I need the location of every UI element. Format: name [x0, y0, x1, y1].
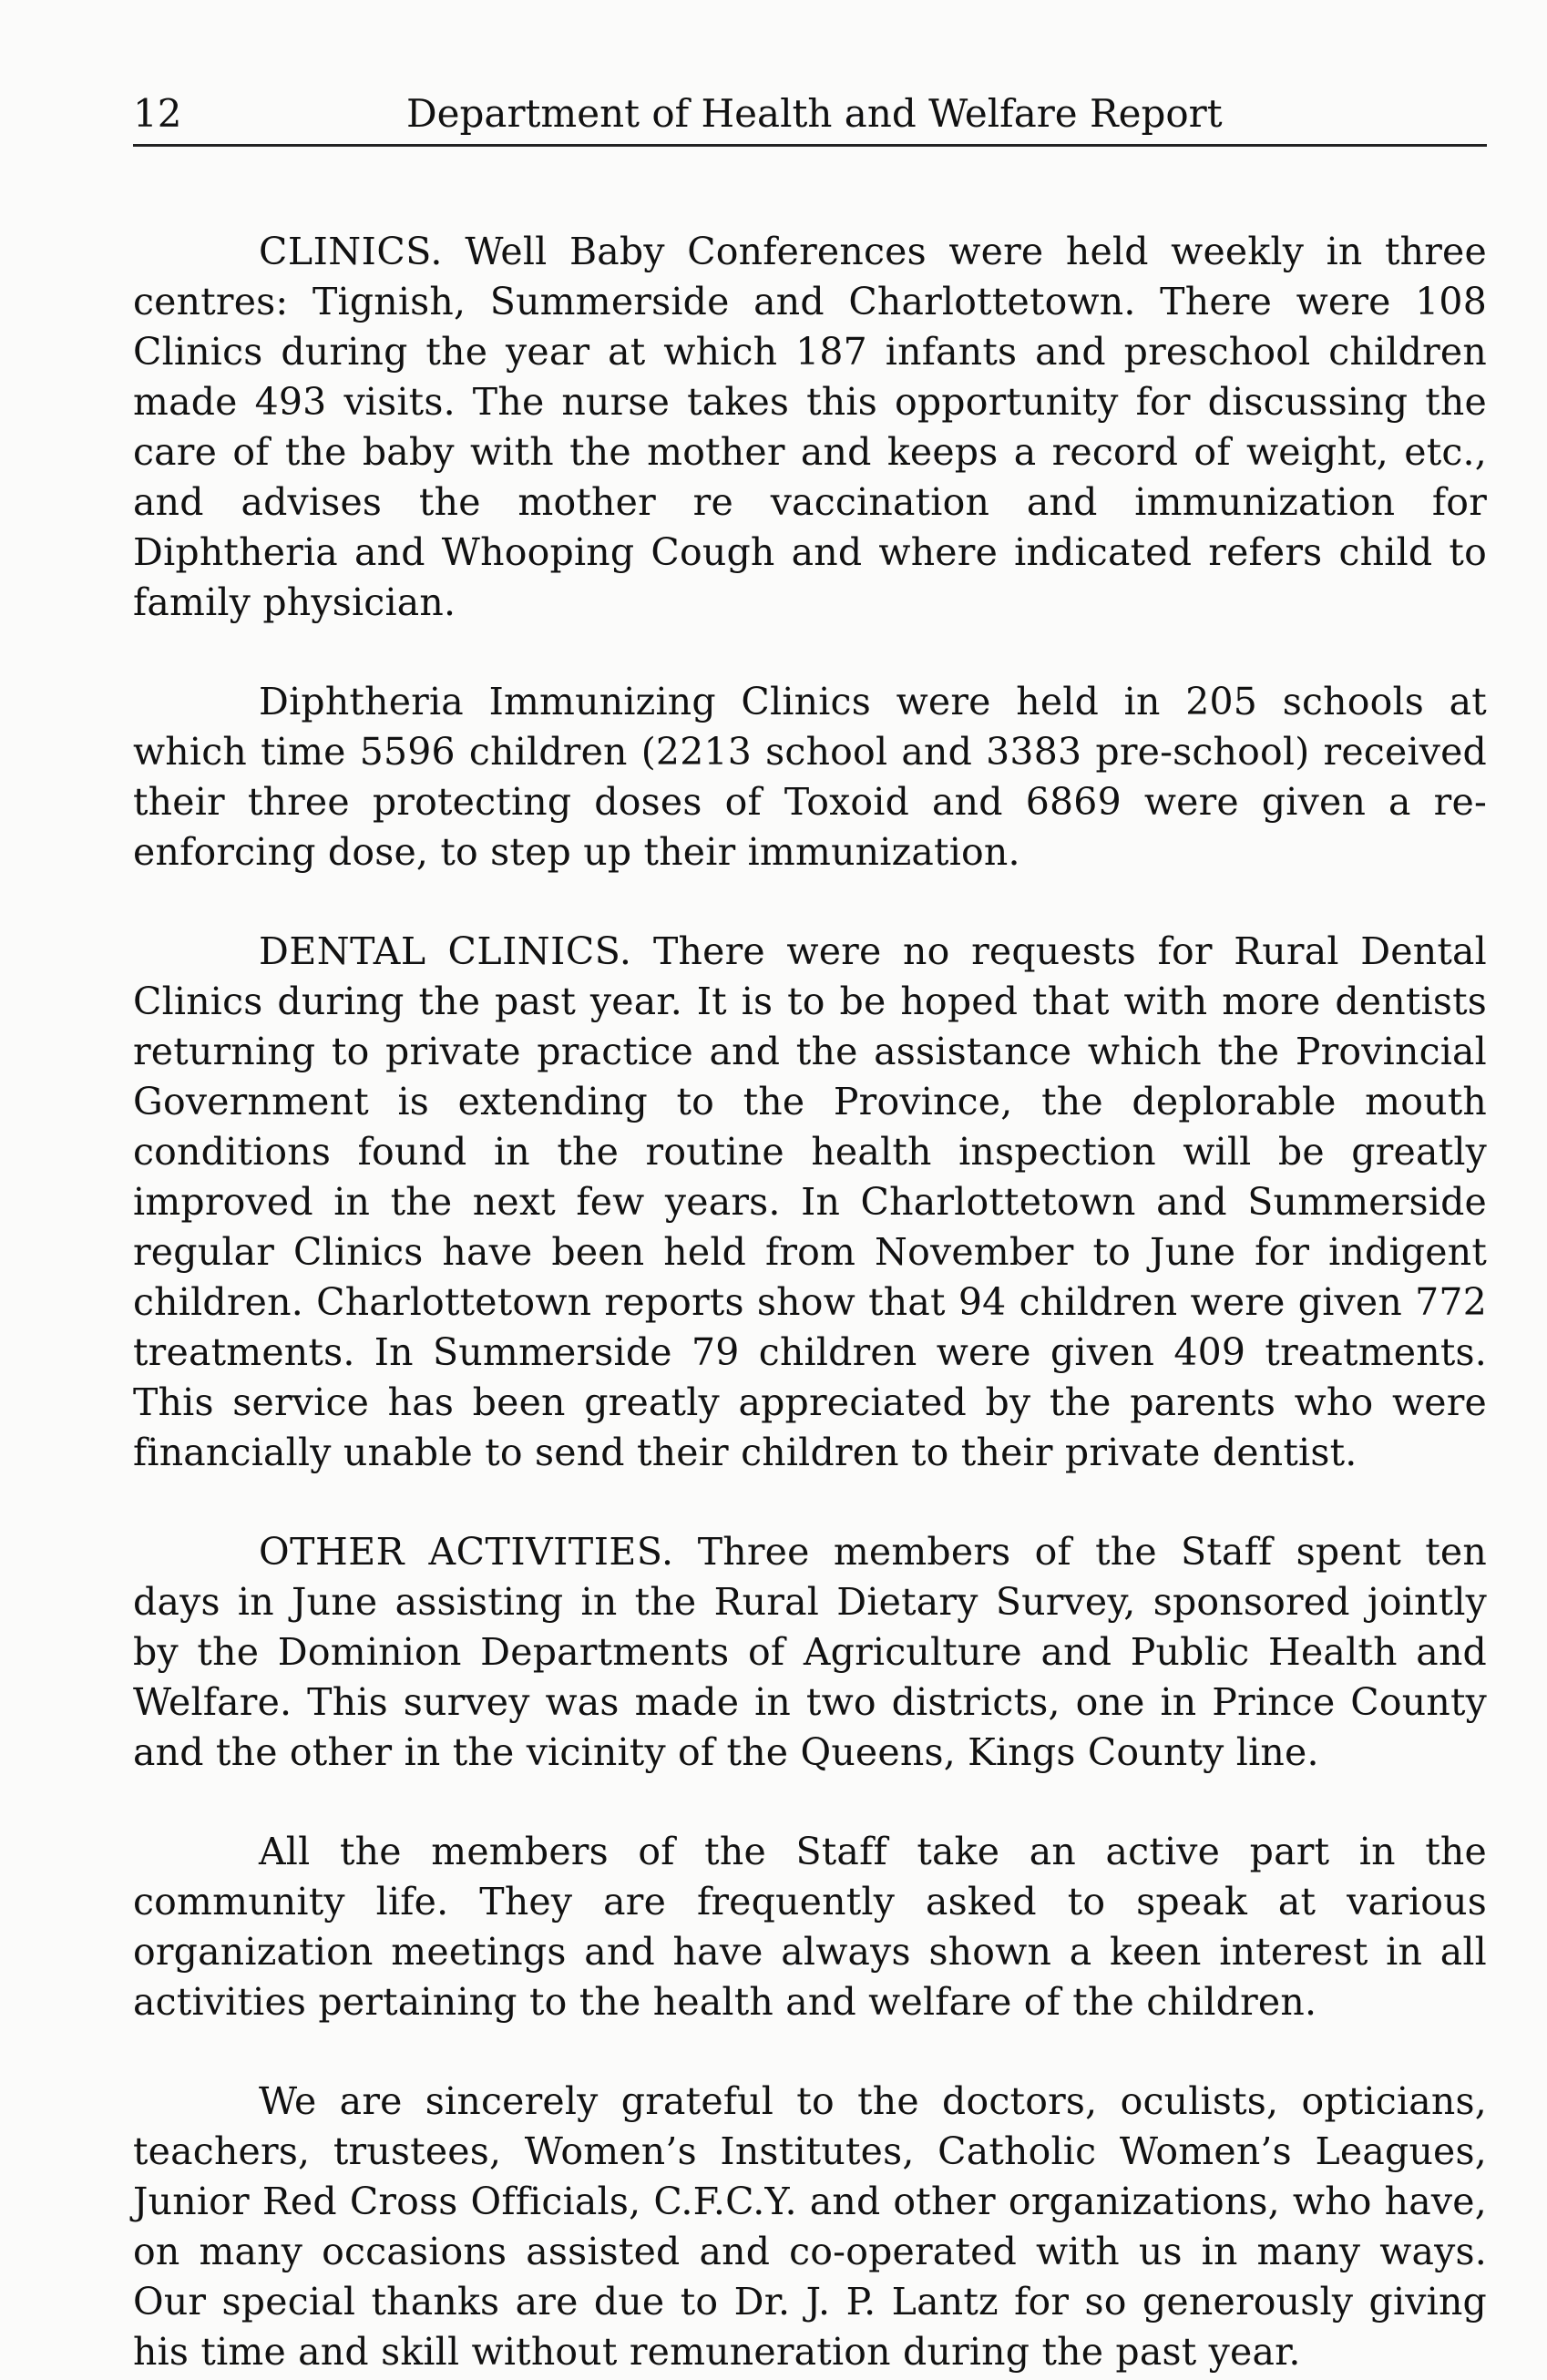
paragraph-body: Three members of the Staff spent ten days in June assisting in the Rural Dietary Survey, sponsored jointly by the Dominion Departments of Agriculture and Public Health and Welfare. This survey was made in two districts, one in Prince County and the other in the vicinity of the Queens, Kings County line.	[133, 1530, 1487, 1774]
running-head: Department of Health and Welfare Report	[406, 91, 1223, 136]
paragraph-clinics	[133, 227, 1487, 628]
paragraph-diphtheria	[133, 677, 1487, 877]
paragraph-body: Diphtheria Immunizing Clinics were held in 205 schools at which time 5596 children (2213 school and 3383 pre-school) received their three protecting doses of Toxoid and 6869 were given a re-enforcing dose, to step up their immunization.	[133, 680, 1487, 874]
paragraph-body: There were no requests for Rural Dental Clinics during the past year. It is to be hoped that with more dentists returning to private practice and the assistance which the Provincial Government is extending to the Province, the deplorable mouth conditions found in the routine health inspection will be greatly improved in the next few years. In Charlottetown and Summerside regular Clinics have been held from November to June for indigent children. Charlottetown reports show that 94 children were given 772 treatments. In Summerside 79 children were given 409 treatments. This service has been greatly appreciated by the parents who were financially unable to send their children to their private dentist.	[133, 929, 1487, 1474]
paragraph-community-life	[133, 1827, 1487, 2027]
paragraph-dental-clinics	[133, 927, 1487, 1478]
page-number: 12	[133, 91, 182, 136]
paragraph-other-activities	[133, 1527, 1487, 1778]
section-lead-clinics: CLINICS.	[259, 230, 443, 273]
section-lead-other-activities: OTHER ACTIVITIES.	[259, 1530, 674, 1574]
section-lead-dental-clinics: DENTAL CLINICS.	[259, 929, 632, 973]
paragraph-body: We are sincerely grateful to the doctors, oculists, opticians, teachers, trustees, Women’s Institutes, Catholic Women’s Leagues, Junior Red Cross Officials, C.F.C.Y. and other organizations, who have, on many occasions assisted and co-operated with us in many ways. Our special thanks are due to Dr. J. P. Lantz for so generously giving his time and skill without remuneration during the past year.	[133, 2079, 1487, 2374]
page-header	[133, 91, 1487, 147]
paragraph-body: All the members of the Staff take an active part in the community life. They are frequently asked to speak at various organization meetings and have always shown a keen interest in all activities pertaining to the health and welfare of the children.	[133, 1830, 1487, 2024]
paragraph-body: Well Baby Conferences were held weekly in three centres: Tignish, Summerside and Charlottetown. There were 108 Clinics during the year at which 187 infants and preschool children made 493 visits. The nurse takes this opportunity for discussing the care of the baby with the mother and keeps a record of weight, etc., and advises the mother re vaccination and immunization for Diphtheria and Whooping Cough and where indicated refers child to family physician.	[133, 230, 1487, 624]
paragraph-thanks	[133, 2077, 1487, 2377]
